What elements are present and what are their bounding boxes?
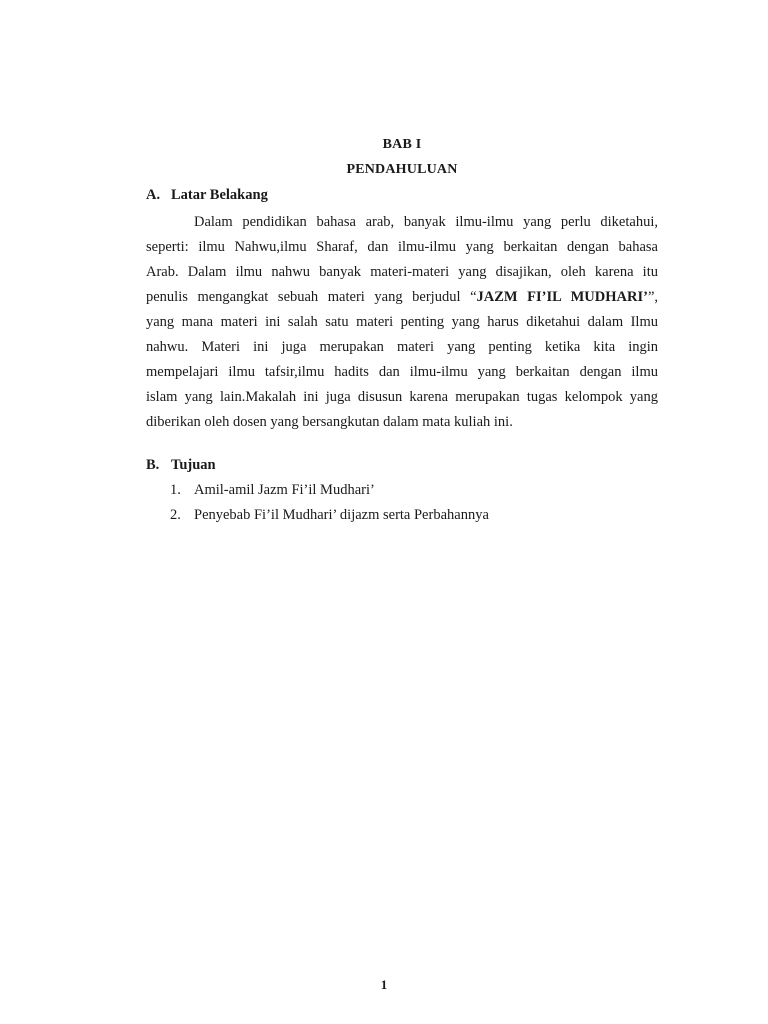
section-heading-tujuan	[146, 457, 216, 474]
section-letter: A.	[146, 187, 161, 203]
paragraph-line: nahwu. Materi ini juga merupakan materi yang penting ketika kita ingin	[146, 339, 658, 355]
list-item	[170, 482, 375, 499]
list-number: 2.	[170, 507, 181, 523]
chapter-number: BAB I	[382, 137, 422, 152]
section-title: Tujuan	[171, 457, 216, 473]
paragraph-line: Dalam pendidikan bahasa arab, banyak ilmu-ilmu yang perlu diketahui,	[194, 214, 658, 230]
chapter-title: PENDAHULUAN	[346, 162, 458, 177]
paragraph-line: seperti: ilmu Nahwu,ilmu Sharaf, dan ilmu-ilmu yang berkaitan dengan bahasa	[146, 239, 658, 255]
topic-title: JAZM FI’IL MUDHARI’	[476, 289, 648, 305]
paragraph-line: penulis mengangkat sebuah materi yang berjudul “JAZM FI’IL MUDHARI’”,	[146, 289, 658, 305]
list-text: Amil-amil Jazm Fi’il Mudhari’	[194, 482, 375, 498]
list-number: 1.	[170, 482, 181, 498]
section-title: Latar Belakang	[171, 187, 268, 203]
paragraph-line: islam yang lain.Makalah ini juga disusun karena merupakan tugas kelompok yang	[146, 389, 658, 405]
list-text: Penyebab Fi’il Mudhari’ dijazm serta Perbahannya	[194, 507, 489, 523]
section-letter: B.	[146, 457, 160, 473]
paragraph-line: mempelajari ilmu tafsir,ilmu hadits dan ilmu-ilmu yang berkaitan dengan ilmu	[146, 364, 658, 380]
paragraph-line: yang mana materi ini salah satu materi penting yang harus diketahui dalam Ilmu	[146, 314, 658, 330]
section-heading-latar-belakang	[146, 187, 268, 204]
list-item	[170, 507, 489, 524]
paragraph-line: diberikan oleh dosen yang bersangkutan dalam mata kuliah ini.	[146, 414, 513, 430]
page-number: 1	[380, 977, 388, 992]
paragraph-line: Arab. Dalam ilmu nahwu banyak materi-materi yang disajikan, oleh karena itu	[146, 264, 658, 280]
